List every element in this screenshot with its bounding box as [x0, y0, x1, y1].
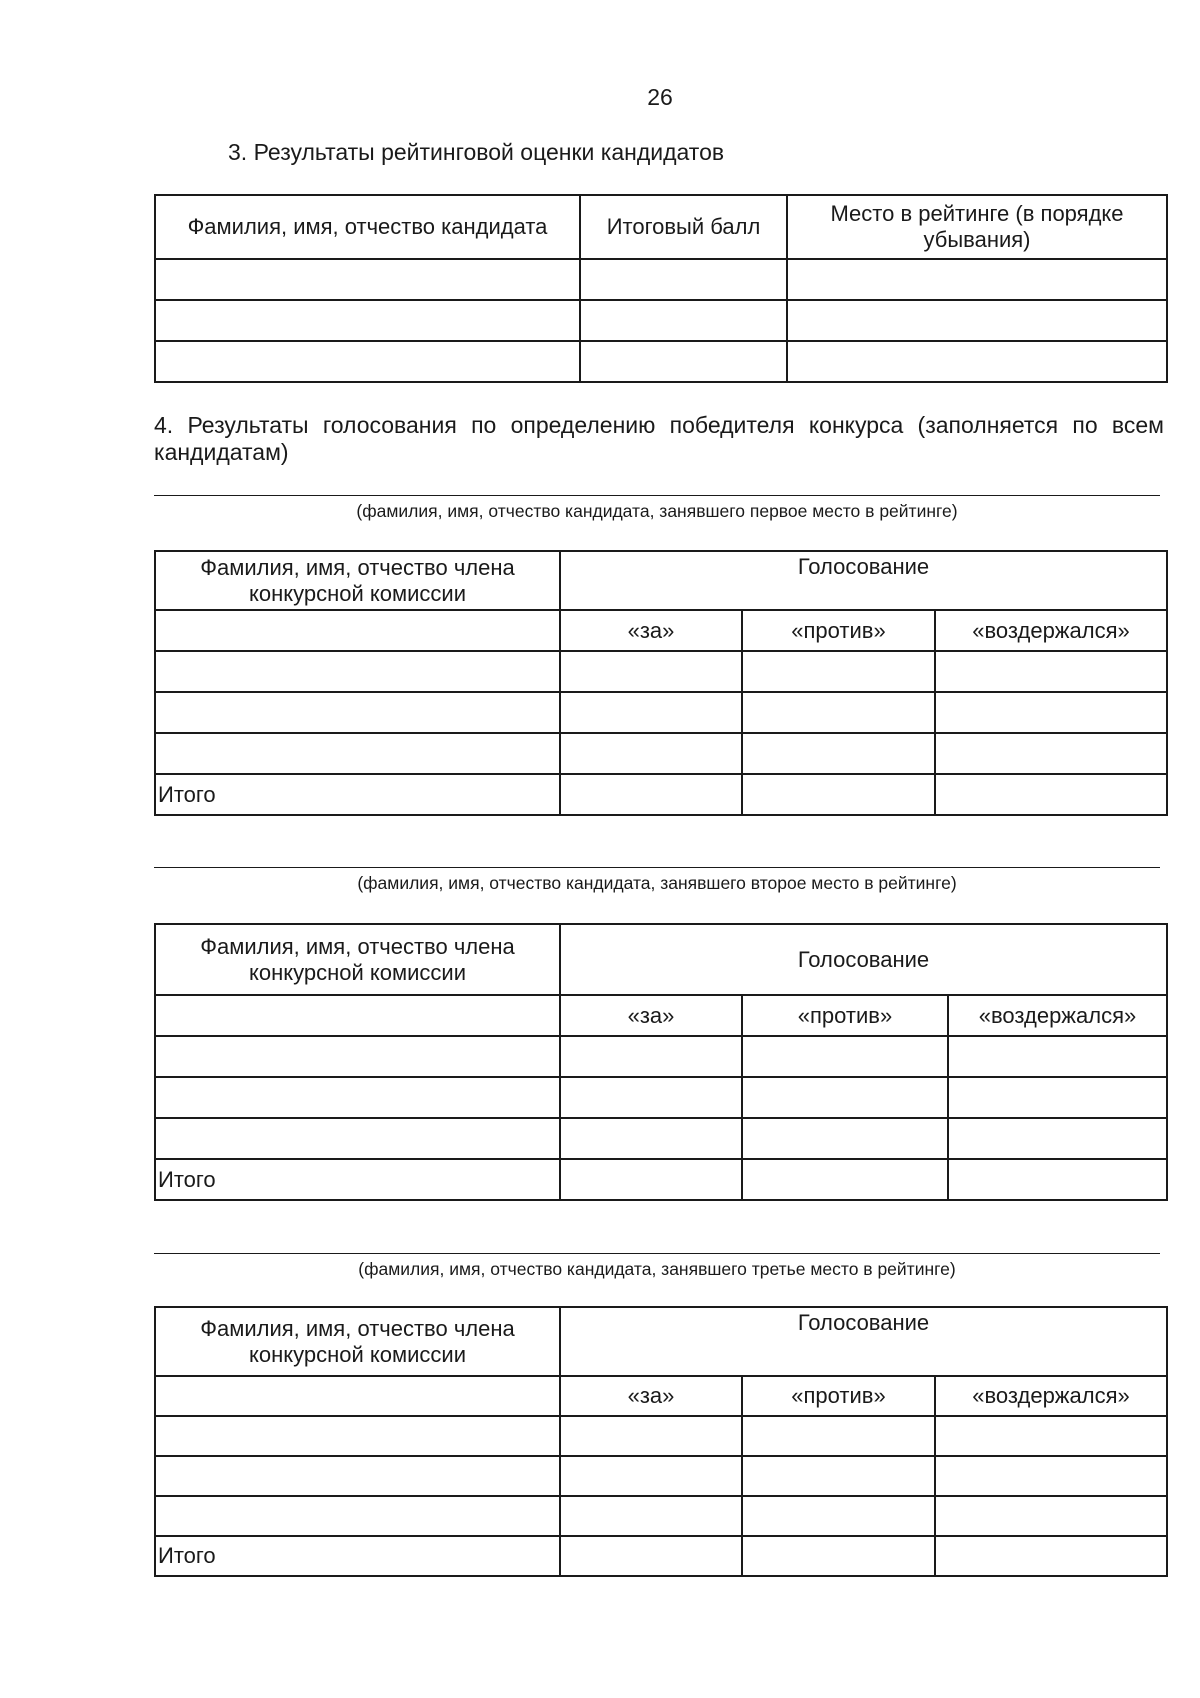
table-row — [155, 1118, 1167, 1159]
table-row — [155, 1456, 1167, 1496]
table-row — [155, 341, 1167, 382]
vote-for-header: «за» — [560, 995, 742, 1036]
voting-header: Голосование — [560, 551, 1167, 610]
voting-header: Голосование — [560, 1307, 1167, 1376]
table-row — [155, 1036, 1167, 1077]
total-label: Итого — [155, 1159, 560, 1200]
section-4-title: 4. Результаты голосования по определению победителя конкурса (заполняется по всем кандидатам) — [154, 412, 1164, 465]
total-label: Итого — [155, 774, 560, 815]
vote-against-header: «против» — [742, 1376, 935, 1416]
member-header: Фамилия, имя, отчество члена конкурсной комиссии — [155, 551, 560, 610]
member-name-cell[interactable] — [155, 995, 560, 1036]
cell-score[interactable] — [580, 300, 787, 341]
table-row — [155, 651, 1167, 692]
vote-against-header: «против» — [742, 995, 948, 1036]
page-number: 26 — [647, 84, 673, 110]
candidate-caption-1: (фамилия, имя, отчество кандидата, занявшего первое место в рейтинге) — [356, 501, 958, 521]
table-row — [155, 1416, 1167, 1456]
table-row — [155, 300, 1167, 341]
candidate-name-line-1[interactable] — [154, 495, 1160, 496]
member-name-cell[interactable] — [155, 1376, 560, 1416]
member-header: Фамилия, имя, отчество члена конкурсной комиссии — [155, 924, 560, 995]
total-label: Итого — [155, 1536, 560, 1576]
member-name-cell[interactable] — [155, 610, 560, 651]
candidate-name-line-3[interactable] — [154, 1253, 1160, 1254]
cell-place[interactable] — [787, 300, 1167, 341]
vote-table-1 — [154, 550, 1168, 816]
candidate-caption-3: (фамилия, имя, отчество кандидата, занявшего третье место в рейтинге) — [358, 1259, 956, 1279]
vote-abstain-header: «воздержался» — [948, 995, 1167, 1036]
vote-against-header: «против» — [742, 610, 935, 651]
voting-header: Голосование — [560, 924, 1167, 995]
table-row — [155, 1496, 1167, 1536]
vote-abstain-header: «воздержался» — [935, 1376, 1167, 1416]
table-row — [155, 733, 1167, 774]
section-3-title: 3. Результаты рейтинговой оценки кандидатов — [228, 139, 725, 165]
vote-table-3 — [154, 1306, 1168, 1577]
vote-abstain-header: «воздержался» — [935, 610, 1167, 651]
header-rating-place: Место в рейтинге (в порядке убывания) — [787, 195, 1167, 259]
header-total-score: Итоговый балл — [580, 195, 787, 259]
cell-place[interactable] — [787, 341, 1167, 382]
rating-table — [154, 194, 1168, 383]
table-row — [155, 259, 1167, 300]
member-header: Фамилия, имя, отчество члена конкурсной комиссии — [155, 1307, 560, 1376]
vote-for-header: «за» — [560, 610, 742, 651]
candidate-name-line-2[interactable] — [154, 867, 1160, 868]
vote-table-2 — [154, 923, 1168, 1201]
cell-score[interactable] — [580, 341, 787, 382]
table-row — [155, 1077, 1167, 1118]
table-row — [155, 692, 1167, 733]
cell-candidate-name[interactable] — [155, 259, 580, 300]
candidate-caption-2: (фамилия, имя, отчество кандидата, занявшего второе место в рейтинге) — [357, 873, 957, 893]
cell-place[interactable] — [787, 259, 1167, 300]
cell-score[interactable] — [580, 259, 787, 300]
cell-candidate-name[interactable] — [155, 341, 580, 382]
cell-candidate-name[interactable] — [155, 300, 580, 341]
header-candidate-name: Фамилия, имя, отчество кандидата — [155, 195, 580, 259]
vote-for-header: «за» — [560, 1376, 742, 1416]
